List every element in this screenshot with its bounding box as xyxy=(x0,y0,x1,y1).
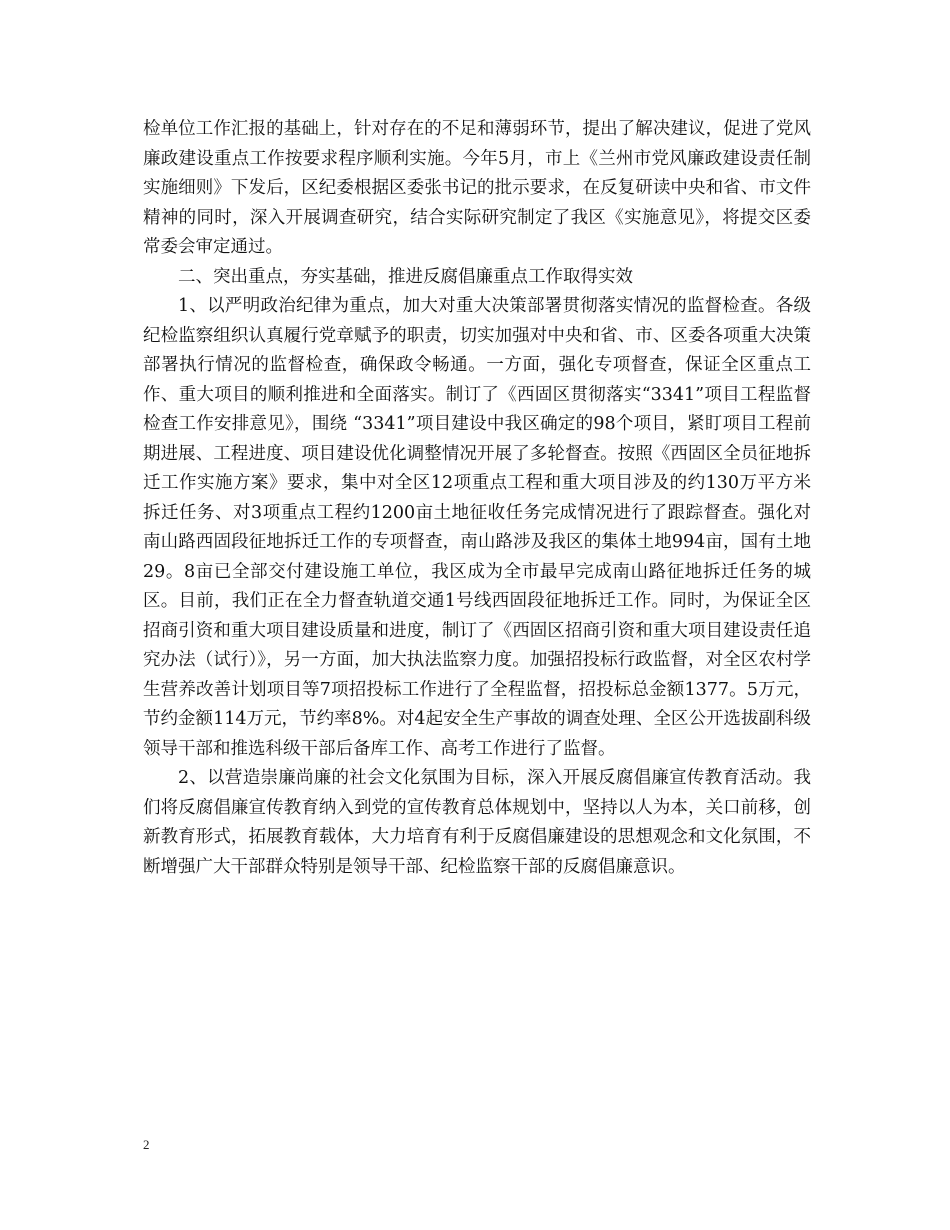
paragraph-anti-corruption-education: 2、以营造崇廉尚廉的社会文化氛围为目标，深入开展反腐倡廉宣传教育活动。我们将反腐倡廉宣传教育纳入到党的宣传教育总体规划中，坚持以人为本，关口前移，创新教育形式，拓展教育载体，大力培育有利于反腐倡廉建设的思想观念和文化氛围，不断增强广大干部群众特别是领导干部、纪检监察干部的反腐倡廉意识。 xyxy=(143,768,811,877)
paragraph-continuation: 检单位工作汇报的基础上，针对存在的不足和薄弱环节，提出了解决建议，促进了党风廉政建设重点工作按要求程序顺利实施。今年5月，市上《兰州市党风廉政建设责任制实施细则》下发后，区纪委根据区委张书记的批示要求，在反复研读中央和省、市文件精神的同时，深入开展调查研究，结合实际研究制定了我区《实施意见》，将提交区委常委会审定通过。 xyxy=(143,119,811,257)
paragraph-political-discipline: 1、以严明政治纪律为重点，加大对重大决策部署贯彻落实情况的监督检查。各级纪检监察组织认真履行党章赋予的职责，切实加强对中央和省、市、区委各项重大决策部署执行情况的监督检查，确保政令畅通。一方面，强化专项督查，保证全区重点工作、重大项目的顺利推进和全面落实。制订了《西固区贯彻落实“3341”项目工程监督检查工作安排意见》，围绕 “3341”项目建设中我区确定的98个项目，紧盯项目工程前期进展、工程进度、项目建设优化调整情况开展了多轮督查。按照《西固区全员征地拆迁工作实施方案》要求，集中对全区12项重点工程和重大项目涉及的约130万平方米拆迁任务、对3项重点工程约1200亩土地征收任务完成情况进行了跟踪督查。强化对南山路西固段征地拆迁工作的专项督查，南山路涉及我区的集体土地994亩，国有土地29。8亩已全部交付建设施工单位，我区成为全市最早完成南山路征地拆迁任务的城区。目前，我们正在全力督查轨道交通1号线西固段征地拆迁工作。同时，为保证全区招商引资和重大项目建设质量和进度，制订了《西固区招商引资和重大项目建设责任追究办法（试行）》，另一方面，加大执法监察力度。加强招投标行政监督，对全区农村学生营养改善计划项目等7项招投标工作进行了全程监督，招投标总金额1377。5万元，节约金额114万元，节约率8%。对4起安全生产事故的调查处理、全区公开选拔副科级领导干部和推选科级干部后备库工作、高考工作进行了监督。 xyxy=(143,296,811,759)
page-number: 2 xyxy=(143,1137,150,1152)
section-heading: 二、突出重点，夯实基础，推进反腐倡廉重点工作取得实效 xyxy=(178,266,633,287)
document-body xyxy=(143,115,811,882)
